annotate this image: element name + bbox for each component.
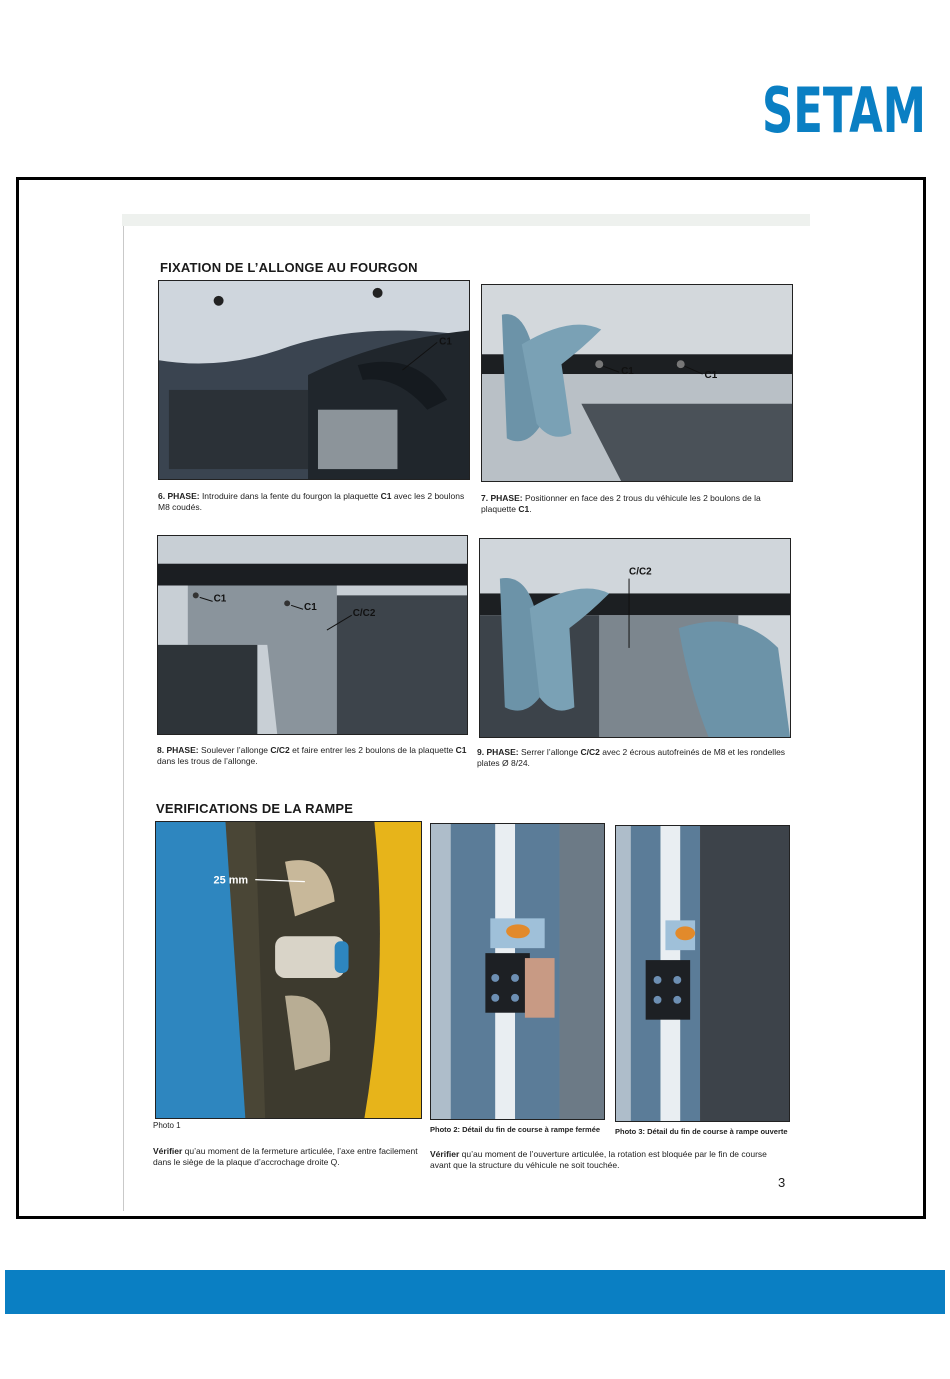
photo-phase-6	[158, 280, 470, 480]
photo-label: C1	[439, 336, 452, 348]
check-text-1: Vérifier qu’au moment de la fermeture articulée, l’axe entre facilement dans le siège de la plaque d’accrochage droite Q.	[153, 1146, 418, 1167]
photo-label: C/C2	[352, 608, 376, 620]
page-number: 3	[778, 1175, 786, 1190]
photo-2	[430, 823, 605, 1120]
photo-label: C1	[621, 366, 634, 378]
footer-bar	[5, 1270, 945, 1314]
caption-phase-8: 8. PHASE: Soulever l’allonge C/C2 et faire entrer les 2 boulons de la plaquette C1 dans les trous de l’allonge.	[157, 745, 467, 766]
caption-phase-6: 6. PHASE: Introduire dans la fente du fourgon la plaquette C1 avec les 2 boulons M8 coudés.	[158, 491, 465, 512]
top-strip	[122, 214, 810, 226]
photo-3-caption: Photo 3: Détail du fin de course à rampe ouverte	[615, 1127, 788, 1136]
photo-label: C1	[304, 602, 317, 614]
logo-text: SETAM	[762, 78, 926, 138]
photo-phase-8	[157, 535, 468, 735]
photo-1-caption: Photo 1	[153, 1121, 181, 1130]
photo-label: C1	[704, 370, 718, 382]
photo-label: C1	[213, 593, 227, 605]
photo-phase-9	[479, 538, 791, 738]
section-title-fixation: FIXATION DE L’ALLONGE AU FOURGON	[160, 260, 418, 275]
caption-phase-7: 7. PHASE: Positionner en face des 2 trous du véhicule les 2 boulons de la plaquette C1.	[481, 493, 761, 514]
caption-phase-9: 9. PHASE: Serrer l’allonge C/C2 avec 2 écrous autofreinés de M8 et les rondelles plates Ø 8/24.	[477, 747, 786, 768]
photo-1	[155, 821, 422, 1119]
photo-phase-7	[481, 284, 793, 482]
left-rule	[123, 226, 124, 1211]
check-text-2: Vérifier qu’au moment de l’ouverture articulée, la rotation est bloquée par le fin de course avant que la structure du véhicule ne soit touchée.	[430, 1149, 767, 1170]
setam-logo	[760, 78, 930, 138]
photo-2-caption: Photo 2: Détail du fin de course à rampe fermée	[430, 1125, 601, 1134]
section-title-verifications: VERIFICATIONS DE LA RAMPE	[156, 801, 354, 816]
photo-label: C/C2	[629, 566, 652, 578]
photo-3	[615, 825, 790, 1122]
measure-label: 25 mm	[213, 874, 249, 887]
